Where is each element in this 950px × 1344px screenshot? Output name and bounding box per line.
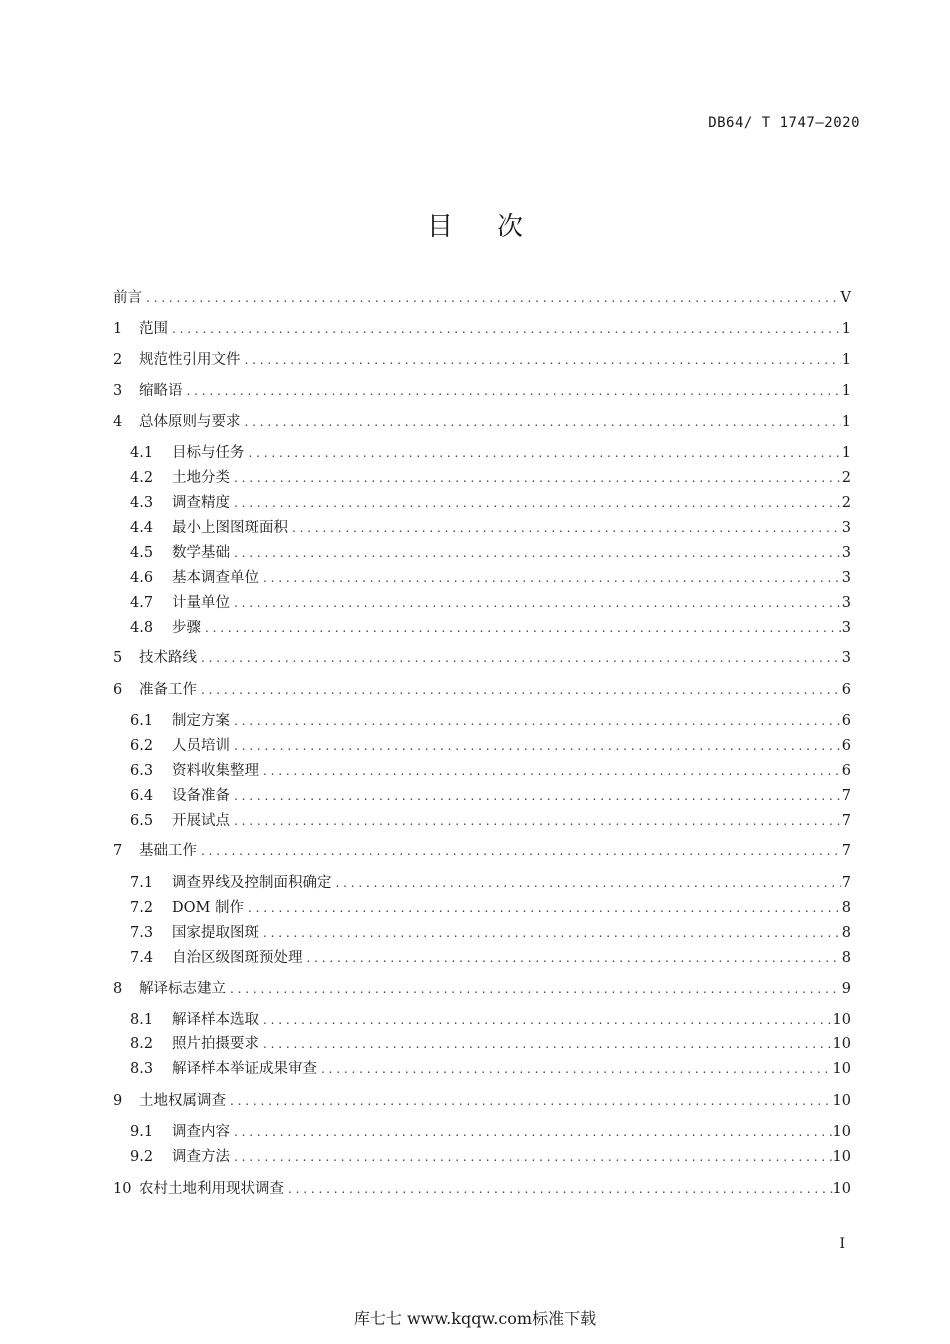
toc-entry-page: 6	[841, 713, 851, 729]
toc-entry-page: 1	[841, 383, 851, 399]
toc-entry-number: 4.7	[130, 595, 154, 611]
toc-dot-leader	[234, 785, 841, 807]
toc-entry-page: 1	[841, 321, 851, 337]
toc-entry[interactable]	[113, 318, 851, 340]
toc-entry[interactable]	[113, 349, 851, 371]
toc-entry-number: 6.4	[130, 788, 154, 804]
toc-entry-label: 解译样本选取	[172, 1012, 259, 1028]
toc-dot-leader	[288, 1178, 833, 1200]
toc-entry-page: 3	[841, 620, 851, 636]
toc-entry-number: 7.3	[130, 925, 154, 941]
toc-entry[interactable]	[130, 785, 851, 807]
toc-entry-number: 1	[113, 321, 123, 337]
toc-entry-label: 前言	[113, 290, 142, 306]
toc-entry-page: 7	[841, 875, 851, 891]
toc-entry-page: 2	[841, 470, 851, 486]
toc-entry-label: 基本调查单位	[172, 570, 259, 586]
toc-entry-label: 缩略语	[139, 383, 183, 399]
toc-entry-label: 制定方案	[172, 713, 230, 729]
toc-entry-page: 10	[832, 1093, 851, 1109]
toc-entry-label: 设备准备	[172, 788, 230, 804]
toc-entry[interactable]	[130, 947, 851, 969]
toc-entry-page: 7	[841, 843, 851, 859]
toc-entry[interactable]	[130, 1058, 851, 1080]
toc-entry-label: 照片拍摄要求	[172, 1036, 259, 1052]
footer-watermark: 库七七 www.kqqw.com标准下载	[353, 1309, 597, 1328]
toc-dot-leader	[336, 872, 842, 894]
toc-dot-leader	[201, 679, 841, 701]
toc-dot-leader	[263, 567, 841, 589]
toc-entry-number: 4.8	[130, 620, 154, 636]
toc-entry-page: 8	[841, 900, 851, 916]
toc-dot-leader	[245, 411, 842, 433]
toc-entry-number: 4.3	[130, 495, 154, 511]
toc-entry[interactable]	[113, 647, 851, 669]
toc-entry[interactable]	[130, 922, 851, 944]
toc-entry-page: 8	[841, 925, 851, 941]
toc-entry[interactable]	[130, 567, 851, 589]
toc-entry-number: 4.5	[130, 545, 154, 561]
toc-entry-page: V	[840, 290, 851, 306]
toc-entry-page: 3	[841, 520, 851, 536]
toc-entry-number: 6.1	[130, 713, 154, 729]
toc-entry[interactable]	[113, 840, 851, 862]
toc-entry[interactable]	[113, 1090, 851, 1112]
toc-entry-label: 最小上图图斑面积	[172, 520, 288, 536]
toc-entry[interactable]	[130, 1146, 851, 1168]
toc-entry-page: 3	[841, 545, 851, 561]
toc-entry-label: 规范性引用文件	[139, 352, 241, 368]
toc-entry[interactable]	[113, 411, 851, 433]
toc-entry[interactable]	[130, 492, 851, 514]
toc-entry[interactable]	[130, 872, 851, 894]
toc-entry[interactable]	[130, 1121, 851, 1143]
toc-entry[interactable]	[130, 1033, 851, 1055]
toc-entry-page: 6	[841, 763, 851, 779]
toc-entry-number: 9	[113, 1093, 123, 1109]
toc-entry-label: 解译样本举证成果审查	[172, 1061, 317, 1077]
toc-entry-label: 调查精度	[172, 495, 230, 511]
toc-dot-leader	[230, 978, 841, 1000]
toc-entry[interactable]	[130, 897, 851, 919]
toc-dot-leader	[234, 710, 841, 732]
toc-entry-number: 7.4	[130, 950, 154, 966]
toc-title-char-2: 次	[497, 212, 524, 242]
toc-entry-page: 2	[841, 495, 851, 511]
toc-entry[interactable]	[113, 978, 851, 1000]
toc-entry-number: 5	[113, 650, 123, 666]
toc-entry-page: 10	[832, 1012, 851, 1028]
toc-entry-page: 3	[841, 650, 851, 666]
toc-entry[interactable]	[130, 517, 851, 539]
toc-dot-leader	[187, 380, 842, 402]
toc-dot-leader	[234, 592, 841, 614]
toc-entry-page: 7	[841, 788, 851, 804]
toc-entry-number: 2	[113, 352, 123, 368]
toc-dot-leader	[249, 442, 842, 464]
toc-entry-label: 计量单位	[172, 595, 230, 611]
toc-entry-number: 6	[113, 682, 123, 698]
toc-entry-number: 4.4	[130, 520, 154, 536]
toc-entry-page: 8	[841, 950, 851, 966]
toc-entry-page: 10	[832, 1036, 851, 1052]
toc-entry-page: 7	[841, 813, 851, 829]
toc-entry-number: 4.2	[130, 470, 154, 486]
toc-entry-label: 国家提取图斑	[172, 925, 259, 941]
toc-entry-label: 农村土地利用现状调查	[139, 1181, 284, 1197]
toc-entry-label: 总体原则与要求	[139, 414, 241, 430]
toc-entry[interactable]	[130, 617, 851, 639]
toc-entry-label: 调查界线及控制面积确定	[172, 875, 332, 891]
toc-entry-label: 土地权属调查	[139, 1093, 226, 1109]
toc-entry-label: 技术路线	[139, 650, 197, 666]
toc-entry-number: 3	[113, 383, 123, 399]
toc-entry-page: 3	[841, 570, 851, 586]
toc-dot-leader	[234, 467, 841, 489]
toc-entry[interactable]	[130, 592, 851, 614]
toc-entry-label: 人员培训	[172, 738, 230, 754]
toc-dot-leader	[234, 735, 841, 757]
toc-entry-label: 步骤	[172, 620, 201, 636]
toc-entry[interactable]	[130, 1009, 851, 1031]
toc-dot-leader	[146, 287, 841, 309]
toc-entry-page: 1	[841, 445, 851, 461]
toc-entry[interactable]	[113, 679, 851, 701]
toc-title	[0, 206, 950, 243]
toc-entry[interactable]	[130, 735, 851, 757]
toc-dot-leader	[263, 1009, 833, 1031]
toc-entry-label: 开展试点	[172, 813, 230, 829]
toc-dot-leader	[234, 1121, 833, 1143]
toc-entry[interactable]	[130, 442, 851, 464]
toc-dot-leader	[205, 617, 841, 639]
toc-entry[interactable]	[130, 760, 851, 782]
toc-entry-number: 8	[113, 981, 123, 997]
toc-entry-number: 6.3	[130, 763, 154, 779]
toc-entry-page: 10	[832, 1124, 851, 1140]
toc-entry-label: 调查内容	[172, 1124, 230, 1140]
toc-entry-page: 1	[841, 352, 851, 368]
toc-dot-leader	[245, 349, 842, 371]
toc-entry[interactable]	[113, 380, 851, 402]
toc-entry-number: 8.2	[130, 1036, 154, 1052]
toc-entry-page: 6	[841, 682, 851, 698]
toc-entry-label: 自治区级图斑预处理	[172, 950, 303, 966]
toc-entry-number: 4.6	[130, 570, 154, 586]
toc-entry-page: 10	[832, 1149, 851, 1165]
toc-title-char-1: 目	[426, 212, 453, 242]
toc-dot-leader	[234, 810, 841, 832]
toc-dot-leader	[263, 922, 841, 944]
toc-entry-page: 3	[841, 595, 851, 611]
toc-entry[interactable]	[130, 467, 851, 489]
toc-entry-number: 4.1	[130, 445, 154, 461]
toc-entry-page: 10	[832, 1181, 851, 1197]
toc-dot-leader	[234, 1146, 833, 1168]
toc-entry-label: 准备工作	[139, 682, 197, 698]
toc-dot-leader	[292, 517, 841, 539]
toc-entry-number: 10	[113, 1181, 132, 1197]
toc-entry-page: 9	[841, 981, 851, 997]
page-number: I	[839, 1236, 845, 1252]
toc-dot-leader	[263, 1033, 833, 1055]
toc-entry[interactable]	[113, 287, 851, 309]
toc-entry-label: 土地分类	[172, 470, 230, 486]
toc-dot-leader	[172, 318, 841, 340]
toc-entry[interactable]	[130, 810, 851, 832]
toc-entry-number: 6.2	[130, 738, 154, 754]
toc-entry-label: 调查方法	[172, 1149, 230, 1165]
toc-entry-label: 数学基础	[172, 545, 230, 561]
toc-entry-label: DOM 制作	[172, 900, 244, 916]
toc-entry-number: 4	[113, 414, 123, 430]
toc-entry-number: 9.2	[130, 1149, 154, 1165]
toc-entry-label: 范围	[139, 321, 168, 337]
toc-dot-leader	[234, 492, 841, 514]
toc-entry-page: 6	[841, 738, 851, 754]
toc-entry-number: 7	[113, 843, 123, 859]
toc-entry-number: 7.1	[130, 875, 154, 891]
toc-entry-page: 1	[841, 414, 851, 430]
toc-entry-number: 8.1	[130, 1012, 154, 1028]
toc-entry[interactable]	[130, 542, 851, 564]
toc-entry-label: 目标与任务	[172, 445, 245, 461]
toc-entry-number: 7.2	[130, 900, 154, 916]
toc-entry-number: 6.5	[130, 813, 154, 829]
toc-dot-leader	[263, 760, 841, 782]
document-code: DB64/ T 1747—2020	[708, 115, 860, 131]
toc-entry[interactable]	[113, 1178, 851, 1200]
toc-dot-leader	[307, 947, 842, 969]
toc-entry-label: 解译标志建立	[139, 981, 226, 997]
toc-entry-page: 10	[832, 1061, 851, 1077]
toc-dot-leader	[234, 542, 841, 564]
toc-dot-leader	[201, 647, 841, 669]
toc-dot-leader	[321, 1058, 833, 1080]
toc-dot-leader	[201, 840, 841, 862]
toc-entry-label: 资料收集整理	[172, 763, 259, 779]
toc-dot-leader	[248, 897, 841, 919]
toc-entry[interactable]	[130, 710, 851, 732]
toc-dot-leader	[230, 1090, 833, 1112]
toc-entry-number: 8.3	[130, 1061, 154, 1077]
toc-entry-number: 9.1	[130, 1124, 154, 1140]
toc-entry-label: 基础工作	[139, 843, 197, 859]
